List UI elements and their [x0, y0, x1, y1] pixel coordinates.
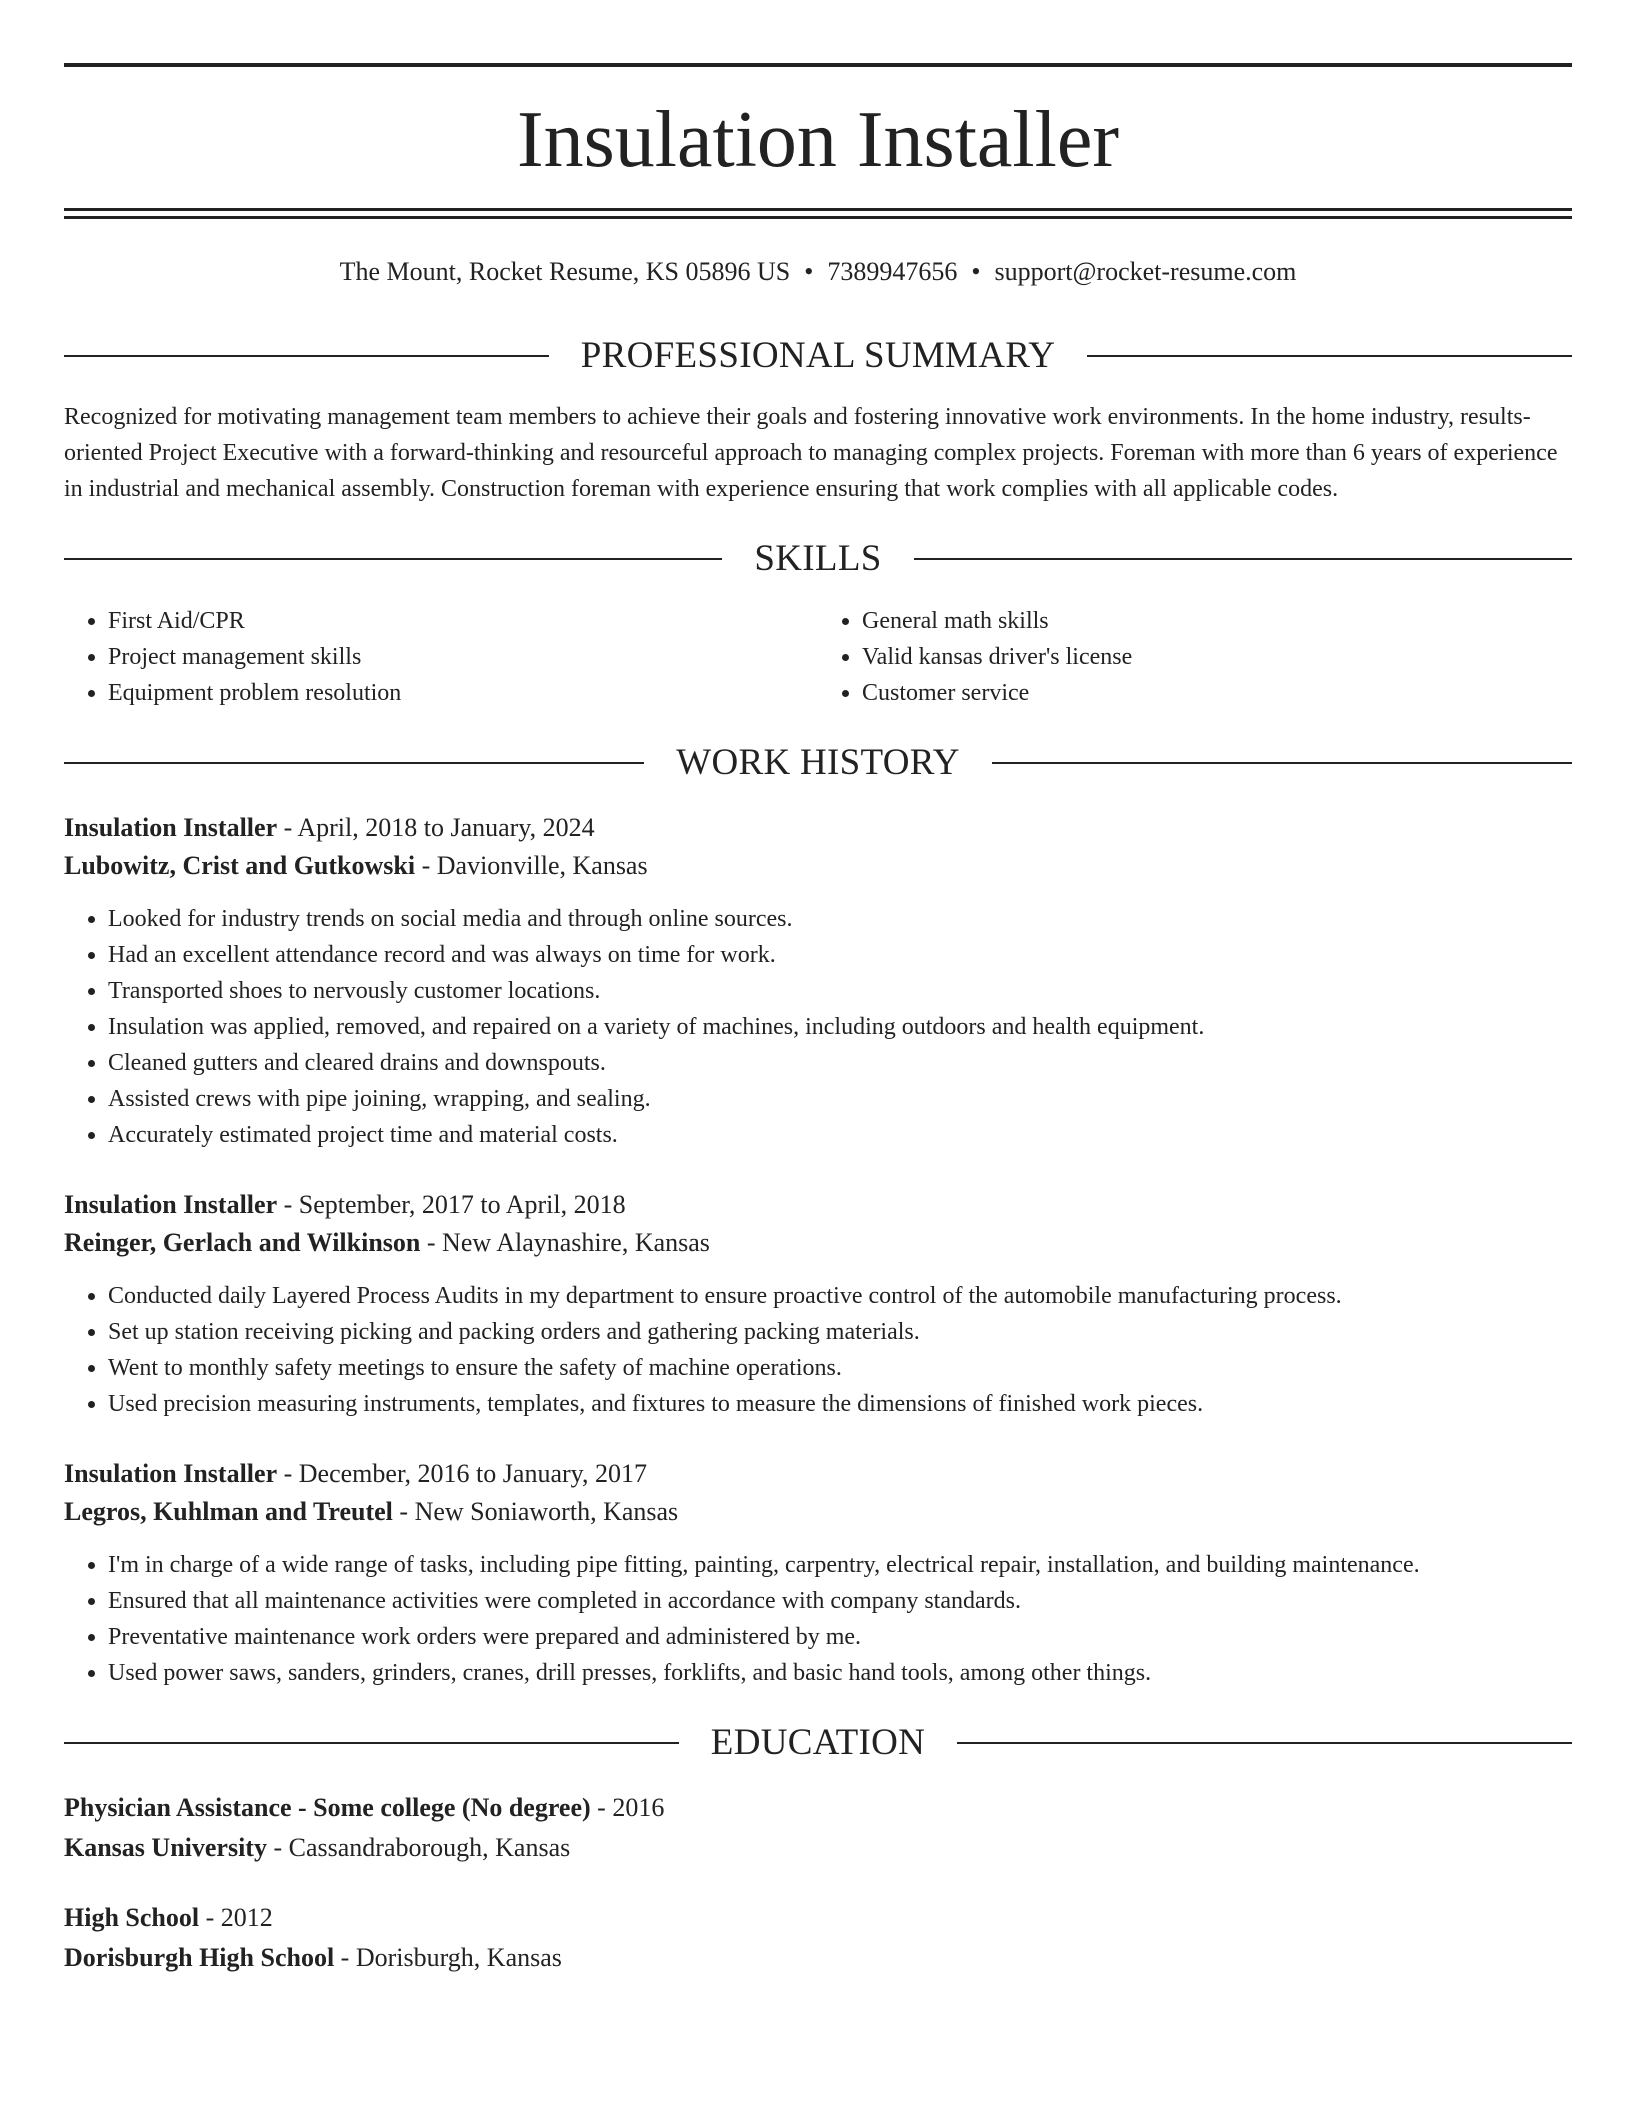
education-entry-2: [64, 1899, 1572, 1977]
section-rule: [914, 558, 1572, 560]
dash: -: [277, 1459, 299, 1488]
section-header-education: [64, 1718, 1572, 1768]
contact-separator: •: [804, 257, 814, 286]
job-bullet: • Set up station receiving picking and packing orders and gathering packing materials.: [108, 1314, 1572, 1350]
job-bullet: • Conducted daily Layered Process Audits in my department to ensure proactive control of the automobile manufacturing process.: [108, 1278, 1572, 1314]
section-rule: [64, 355, 549, 357]
dash: -: [334, 1943, 356, 1972]
dash: -: [266, 1833, 289, 1862]
dash: -: [392, 1497, 415, 1526]
candidate-name: Insulation Installer: [516, 96, 1120, 184]
job-bullet: • Used power saws, sanders, grinders, cranes, drill presses, forklifts, and basic hand tools, among other things.: [108, 1655, 1572, 1691]
job-bullets: [64, 1547, 1572, 1691]
job-title: Insulation Installer: [64, 1190, 278, 1219]
contact-phone: 7389947656: [827, 257, 958, 286]
job-dates: December, 2016 to January, 2017: [298, 1459, 647, 1488]
education-degree: High School: [64, 1903, 200, 1932]
education-year: 2012: [220, 1903, 273, 1932]
dash: -: [277, 1190, 299, 1219]
education-location: Dorisburgh, Kansas: [355, 1943, 562, 1972]
job-bullet: • Went to monthly safety meetings to ensure the safety of machine operations.: [108, 1350, 1572, 1386]
job-company: Legros, Kuhlman and Treutel: [64, 1497, 393, 1526]
job-location: New Soniaworth, Kansas: [414, 1497, 679, 1526]
job-bullet: • Had an excellent attendance record and was always on time for work.: [108, 937, 1572, 973]
section-title-education: EDUCATION: [710, 1722, 926, 1763]
job-bullet: • Cleaned gutters and cleared drains and downspouts.: [108, 1045, 1572, 1081]
section-rule: [992, 762, 1572, 764]
job-location: Davionville, Kansas: [436, 851, 648, 880]
job-dates: April, 2018 to January, 2024: [297, 813, 595, 842]
header-rule-double-2: [64, 216, 1572, 219]
contact-address: The Mount, Rocket Resume, KS 05896 US: [339, 257, 791, 286]
contact-separator: •: [971, 257, 981, 286]
section-rule: [957, 1742, 1572, 1744]
skills-column-left: [64, 603, 818, 711]
section-rule: [1087, 355, 1572, 357]
section-title-work: WORK HISTORY: [676, 742, 960, 783]
education-school: Dorisburgh High School: [64, 1943, 335, 1972]
job-bullet: • Insulation was applied, removed, and repaired on a variety of machines, including outdoors and health equipment.: [108, 1009, 1572, 1045]
dash: -: [199, 1903, 221, 1932]
job-bullet: • Ensured that all maintenance activities were completed in accordance with company standards.: [108, 1583, 1572, 1619]
header-rule-double-1: [64, 208, 1572, 211]
skills-list: [64, 603, 1572, 711]
education-school: Kansas University: [64, 1833, 267, 1862]
skill-item: • Project management skills: [108, 639, 818, 675]
contact-email[interactable]: support@rocket-resume.com: [994, 257, 1297, 286]
job-bullet: • Accurately estimated project time and material costs.: [108, 1117, 1572, 1153]
job-bullet: • Assisted crews with pipe joining, wrapping, and sealing.: [108, 1081, 1572, 1117]
section-rule: [64, 558, 722, 560]
skill-item: • Equipment problem resolution: [108, 675, 818, 711]
job-bullet: • Looked for industry trends on social media and through online sources.: [108, 901, 1572, 937]
job-location: New Alaynashire, Kansas: [442, 1228, 710, 1257]
section-header-summary: [64, 331, 1572, 381]
job-entry-1: [64, 809, 1572, 1153]
job-bullet: • Used precision measuring instruments, templates, and fixtures to measure the dimensions of finished work pieces.: [108, 1386, 1572, 1422]
education-year: 2016: [612, 1793, 665, 1822]
education-degree: Physician Assistance - Some college (No degree): [64, 1793, 591, 1822]
job-bullets: [64, 901, 1572, 1153]
job-entry-3: [64, 1455, 1572, 1691]
job-title: Insulation Installer: [64, 1459, 278, 1488]
job-bullet: • I'm in charge of a wide range of tasks, including pipe fitting, painting, carpentry, electrical repair, installation, and building maintenance.: [108, 1547, 1572, 1583]
dash: -: [420, 1228, 443, 1257]
header-rule-top: [64, 63, 1572, 67]
dash: -: [415, 851, 437, 880]
section-header-work: [64, 738, 1572, 788]
summary-text: Recognized for motivating management team members to achieve their goals and fostering innovative work environments. In the home industry, results-oriented Project Executive with a forward-thinking and resourceful approach to managing complex projects. Foreman with more than 6 years of experience in industrial and mechanical assembly. Construction foreman with experience ensuring that work complies with all applicable codes.: [64, 404, 1558, 502]
job-bullet: • Transported shoes to nervously customer locations.: [108, 973, 1572, 1009]
skills-column-right: [818, 603, 1572, 711]
job-dates: September, 2017 to April, 2018: [298, 1190, 626, 1219]
section-rule: [64, 1742, 679, 1744]
dash: -: [590, 1793, 613, 1822]
education-entry-1: [64, 1789, 1572, 1867]
skill-item: • Customer service: [862, 675, 1572, 711]
contact-line: [64, 252, 1572, 292]
skill-item: • First Aid/CPR: [108, 603, 818, 639]
job-company: Lubowitz, Crist and Gutkowski: [64, 851, 416, 880]
section-header-skills: [64, 534, 1572, 584]
job-bullet: • Preventative maintenance work orders were prepared and administered by me.: [108, 1619, 1572, 1655]
job-bullets: [64, 1278, 1572, 1422]
job-company: Reinger, Gerlach and Wilkinson: [64, 1228, 421, 1257]
section-title-skills: SKILLS: [754, 538, 882, 579]
dash: -: [277, 813, 298, 842]
job-title: Insulation Installer: [64, 813, 278, 842]
section-title-summary: PROFESSIONAL SUMMARY: [580, 335, 1056, 376]
skill-item: • Valid kansas driver's license: [862, 639, 1572, 675]
education-location: Cassandraborough, Kansas: [288, 1833, 571, 1862]
section-rule: [64, 762, 644, 764]
job-entry-2: [64, 1186, 1572, 1422]
skill-item: • General math skills: [862, 603, 1572, 639]
